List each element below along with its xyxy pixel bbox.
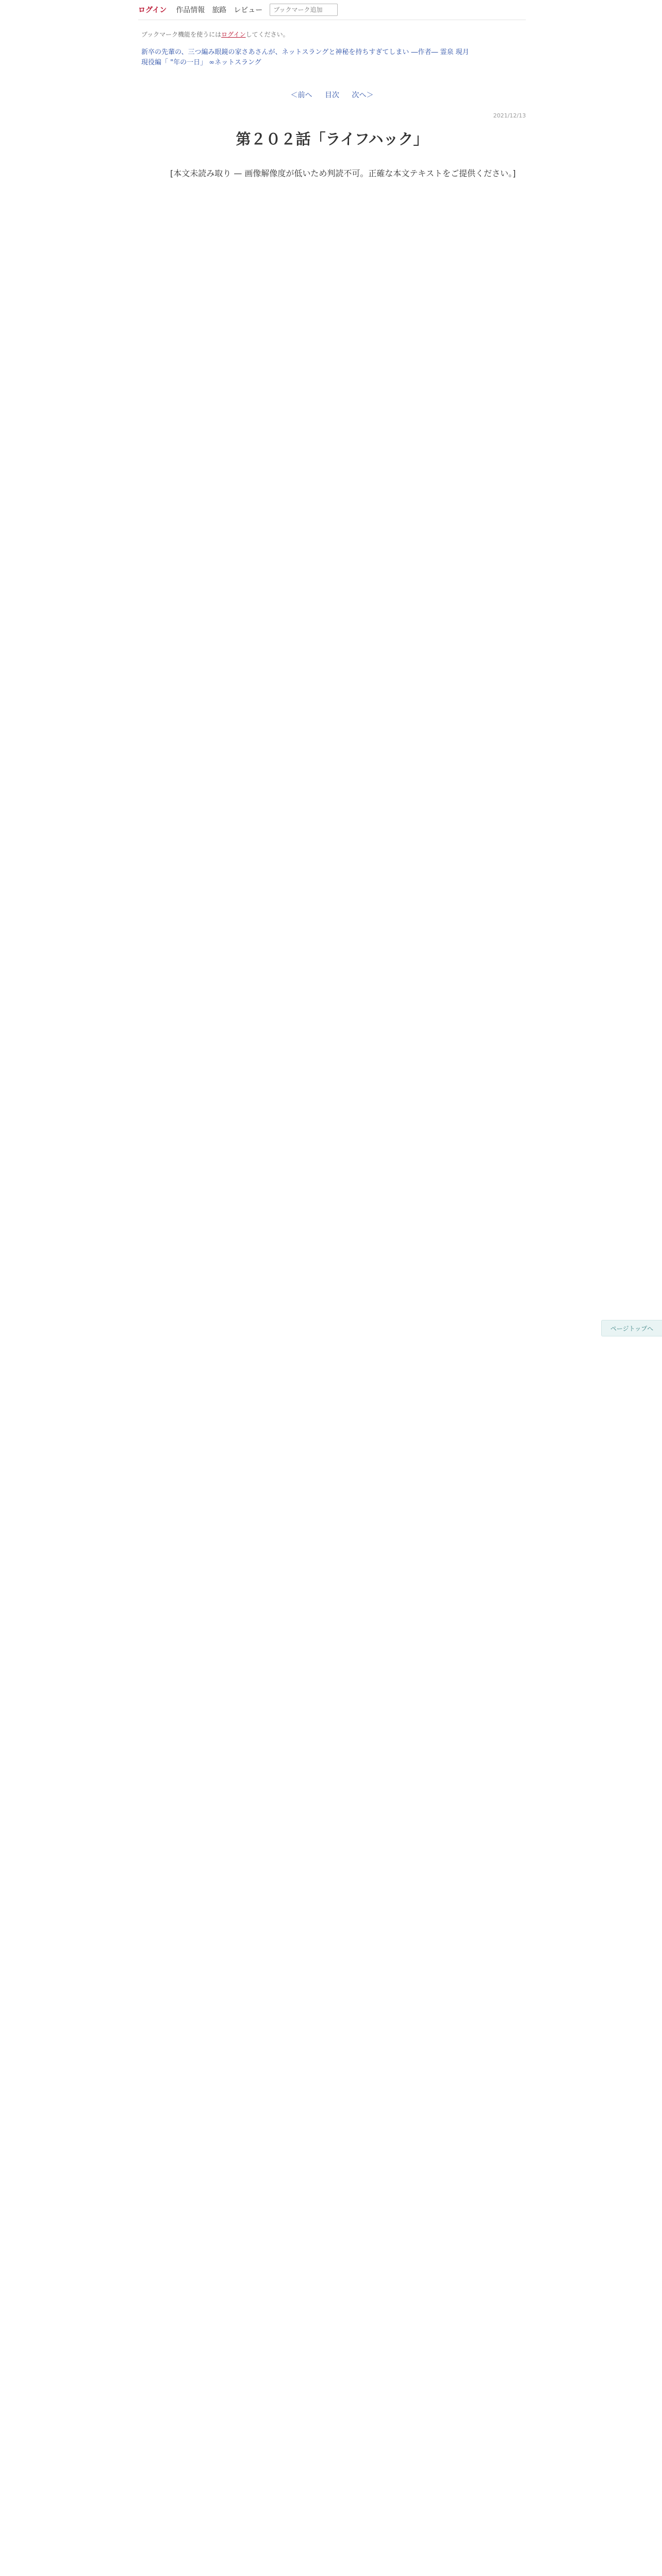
toc-link[interactable]: 目次 [325, 91, 339, 99]
prev-link[interactable]: ＜前へ [290, 91, 312, 99]
breadcrumb [141, 47, 507, 68]
chapter-body [170, 166, 541, 190]
body-paragraph: [本文未読み取り — 画像解像度が低いため判読不可。正確な本文テキストをご提供ください。] [170, 168, 516, 178]
notice-suffix: してください。 [245, 31, 289, 38]
chapter-title: 第２０２話「ライフハック」 [236, 130, 428, 148]
next-link[interactable]: 次へ＞ [352, 91, 374, 99]
nav-review[interactable]: レビュー [234, 6, 263, 14]
nav-work-info[interactable]: 作品情報 [176, 6, 205, 14]
breadcrumb-series-link[interactable]: 新卒の先輩の、三つ編み眼鏡の家さあさんが、ネットスラングと神秘を持ちすぎてしまい ―作者― 霊泉 現月 [141, 48, 469, 56]
notice-prefix: ブックマーク機能を使うには [141, 31, 222, 38]
notice-login-link[interactable]: ログイン [221, 31, 246, 38]
login-notice [141, 30, 502, 39]
login-link[interactable]: ログイン [138, 6, 167, 14]
site-header [138, 0, 526, 20]
bookmark-search-input[interactable] [270, 4, 338, 16]
breadcrumb-chapter-link[interactable]: 現役編「 "年の一日」 ∞ネットスラング [141, 59, 261, 66]
page-top-button[interactable]: ページトップへ [601, 1320, 662, 1336]
nav-route[interactable]: 旅路 [212, 6, 227, 14]
chapter-pager [138, 90, 526, 100]
publish-date: 2021/12/13 [493, 112, 526, 119]
